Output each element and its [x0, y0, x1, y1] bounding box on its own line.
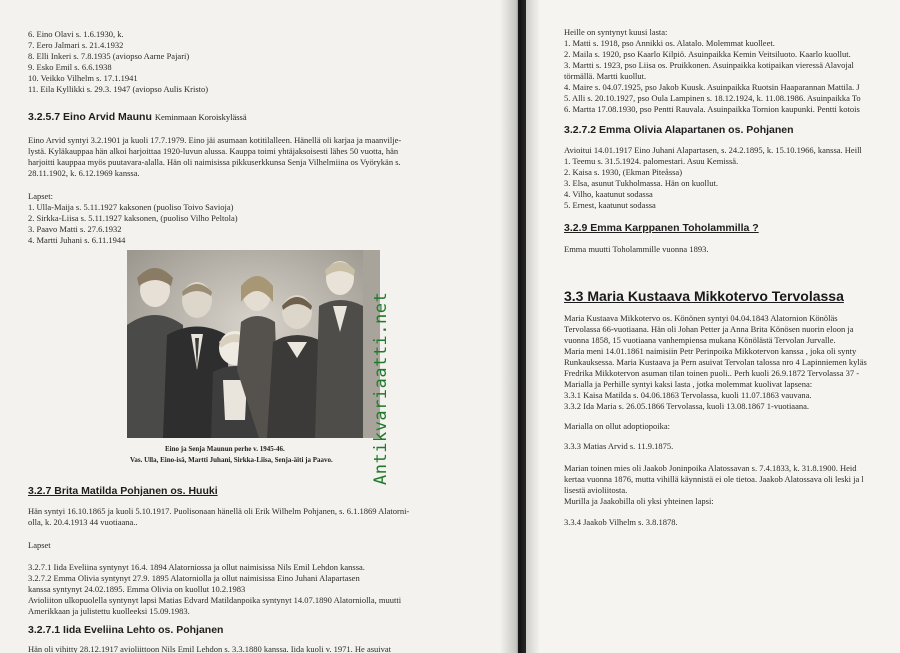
paragraph-line: lisestä avioliitosta. — [564, 485, 628, 495]
child-line: 4. Martti Juhani s. 6.11.1944 — [28, 235, 126, 245]
paragraph-line: Avioitui 14.01.1917 Eino Juhani Alapartasen, s. 24.2.1895, k. 15.10.1966, kanssa. Heill — [564, 145, 862, 155]
paragraph-line: Mariallа ja Perhille syntyi kaksi lasta , jotka molemmat kuolivat lapsena: — [564, 379, 813, 389]
child-line: kanssa syntynyt 24.02.1895. Emma Olivia on kuollut 10.2.1983 — [28, 584, 246, 594]
child-line: 3. Paavo Matti s. 27.6.1932 — [28, 224, 122, 234]
kid-line: 6. Martta 17.08.1930, pso Pentti Rauvala. Asuinpaikka Tornion kaupunki. Pentti kotois — [564, 104, 860, 114]
child-line: Amerikkaan ja julistettu kuolleeksi 15.09.1983. — [28, 606, 190, 616]
section-heading-3257-place: Keminmaan Koroiskylässä — [154, 112, 247, 122]
kid-line: 5. Alli s. 20.10.1927, pso Oula Lampinen s. 18.12.1924, k. 11.08.1986. Asuinpaikka To — [564, 93, 861, 103]
family-photo — [127, 250, 380, 438]
watermark: Antikvariaatti.net — [371, 291, 391, 485]
kid-line: törmällä. Martti kuollut. — [564, 71, 647, 81]
paragraph-line: 4. Vilho, kaatunut sodassa — [564, 189, 653, 199]
paragraph-line: olla, k. 20.4.1913 44 vuotiaana.. — [28, 517, 138, 527]
child-line: 3.2.7.2 Emma Olivia syntynyt 27.9. 1895 Alatorniolla ja ollut naimisissa Eino Juhani Alapartasen — [28, 573, 360, 583]
section-heading-3271: 3.2.7.1 Iida Eveliina Lehto os. Pohjanen — [28, 624, 224, 636]
section-heading-3272: 3.2.7.2 Emma Olivia Alapartanen os. Pohjanen — [564, 124, 794, 136]
kid-line: 3. Martti s. 1923, pso Liisa os. Pruikkonen. Asuinpaikka kotipaikan vieressä Alavojal — [564, 60, 854, 70]
intro-line: Heille on syntynyt kuusi lasta: — [564, 27, 668, 37]
paragraph-line: kertaa vuonna 1876, mutta vihillä käynnistä ei ole tietoa. Jaakob Alatossava oli leski ja l — [564, 474, 864, 484]
kid-line: 1. Matti s. 1918, pso Annikki os. Alatalo. Molemmat kuolleet. — [564, 38, 775, 48]
paragraph-line: 5. Ernest, kaatunut sodassa — [564, 200, 656, 210]
paragraph-line: Runkauksessa. Maria Kustaava ja Pern asuivat Tervolan talossa nro 4 Lapinniemen kyläs — [564, 357, 867, 367]
child-list-line: 11. Eila Kyllikki s. 29.3. 1947 (aviopso Aulis Kristo) — [28, 84, 209, 94]
child-line: Avioliiton ulkopuolella syntynyt lapsi Matias Edvard Matildanpoika syntynyt 14.07.1890 Alatorniolla, muutti — [28, 595, 402, 605]
paragraph-line: Murilla ja Jaakobilla oli yksi yhteinen lapsi: — [564, 496, 714, 506]
paragraph-line: 3.3.1 Kaisa Matilda s. 04.06.1863 Tervolassa, kuoli 11.07.1863 vauvana. — [564, 390, 812, 400]
paragraph-line: Tervolassa 66-vuotiaana. Hän oli Johan Petter ja Anna Brita Könösen nuorin eloon ja — [564, 324, 854, 334]
photo-caption: Vas. Ulla, Eino-isä, Martti Juhani, Sirkka-Liisa, Senja-äiti ja Paavo. — [130, 456, 333, 464]
paragraph-line: Fredrika Mikkotervon asuman tilan toinen puoli.. Perh kuoli 26.9.1872 Tervolassa 37 - — [564, 368, 860, 378]
section-heading-3257 — [28, 111, 247, 123]
paragraph-line: 3. Elsa, asunut Tukholmassa. Hän on kuollut. — [564, 178, 718, 188]
children-title: Lapset — [28, 540, 51, 550]
paragraph-line: vuonna 1858, 15 vuotiaana vanhempiensa mukana Könölästä Tervolan Jurvalle. — [564, 335, 836, 345]
child-list-line: 7. Eero Jalmari s. 21.4.1932 — [28, 40, 124, 50]
paragraph-line: Hän syntyi 16.10.1865 ja kuoli 5.10.1917. Puolisonaan hänellä oli Erik Wilhelm Pohjanen, s. 6.1.1869 Alatorni- — [28, 506, 410, 516]
section-heading-329: 3.2.9 Emma Karppanen Toholammilla ? — [564, 222, 759, 234]
photo-caption: Eino ja Senja Maunun perhe v. 1945-46. — [165, 445, 285, 453]
children-title: Lapset: — [28, 191, 54, 201]
paragraph-line: 28.11.1902, k. 6.12.1969 kanssa. — [28, 168, 140, 178]
child-list-line: 6. Eino Olavi s. 1.6.1930, k. — [28, 29, 124, 39]
child-list-line: 9. Esko Emil s. 6.6.1938 — [28, 62, 112, 72]
section-heading-327: 3.2.7 Brita Matilda Pohjanen os. Huuki — [28, 485, 218, 497]
paragraph-line: Emma muutti Toholammille vuonna 1893. — [564, 244, 709, 254]
paragraph-line: harjoitti kauppaa myös puutavara-alalla. Hän oli naimisissa pikkuserkkunsa Senja Vilhelmiina os Vyörykän s. — [28, 157, 401, 167]
paragraph-line: 3.3.2 Ida Maria s. 26.05.1866 Tervolassa, kuoli 13.08.1867 1-vuotiaana. — [564, 401, 809, 411]
kid-line: 2. Maila s. 1920, pso Kaarlo Kilpiö. Asuinpaikka Kemin Veitsiluoto. Kaarlo kuollut. — [564, 49, 851, 59]
kid-line: 4. Maire s. 04.07.1925, pso Jakob Kuusk. Asuinpaikka Ruotsin Haaparannan Mattila. J — [564, 82, 860, 92]
paragraph-line: 1. Teemu s. 31.5.1924. palomestari. Asuu Kemissä. — [564, 156, 739, 166]
child-list-line: 10. Veikko Vilhelm s. 17.1.1941 — [28, 73, 138, 83]
section-heading-33: 3.3 Maria Kustaava Mikkotervo Tervolassa — [564, 288, 844, 304]
paragraph-line: Maria meni 14.01.1861 naimisiin Petr Perinpoika Mikkotervon kanssa , joka oli synty — [564, 346, 857, 356]
child-line: 2. Sirkka-Liisa s. 5.11.1927 kaksonen, (puoliso Vilho Peltola) — [28, 213, 238, 223]
paragraph-line: lystä. Kyläkauppaa hän alkoi harjoittaa 1920-luvun alussa. Kauppa toimi yhtäjaksoisesti lähes 50 vuotta, hän — [28, 146, 399, 156]
section-heading-3257-title: 3.2.5.7 Eino Arvid Maunu — [28, 111, 152, 123]
paragraph-line: Hän oli vihitty 28.12.1917 avioliittoon Nils Emil Lehdon s. 3.3.1880 kanssa. Iida kuoli v. 1971. He asuivat — [28, 644, 392, 653]
child-line: 3.2.7.1 Iida Eveliina syntynyt 16.4. 1894 Alatorniossa ja ollut naimisissa Nils Emil Lehdon kanssa. — [28, 562, 365, 572]
child-list-line: 8. Elli Inkeri s. 7.8.1935 (aviopso Aarne Pajari) — [28, 51, 190, 61]
paragraph-line: Marian toinen mies oli Jaakob Joninpoika Alatossavan s. 7.4.1833, k. 31.8.1900. Heid — [564, 463, 857, 473]
paragraph-line: 3.3.3 Matias Arvid s. 11.9.1875. — [564, 441, 674, 451]
child-line: 1. Ulla-Maija s. 5.11.1927 kaksonen (puoliso Toivo Savioja) — [28, 202, 234, 212]
paragraph-line: Maria Kustaava Mikkotervo os. Könönen syntyi 04.04.1843 Alatornion Könöläs — [564, 313, 838, 323]
paragraph-line: Eino Arvid syntyi 3.2.1901 ja kuoli 17.7.1979. Eino jäi asumaan kotitilalleen. Hänellä oli karjaa ja maanvilje- — [28, 135, 402, 145]
paragraph-line: 2. Kaisa s. 1930, (Ekman Piteåssa) — [564, 167, 683, 177]
paragraph-line: Mariallа on ollut adoptiopoika: — [564, 421, 670, 431]
paragraph-line: 3.3.4 Jaakob Vilhelm s. 3.8.1878. — [564, 517, 678, 527]
right-page — [526, 0, 900, 653]
